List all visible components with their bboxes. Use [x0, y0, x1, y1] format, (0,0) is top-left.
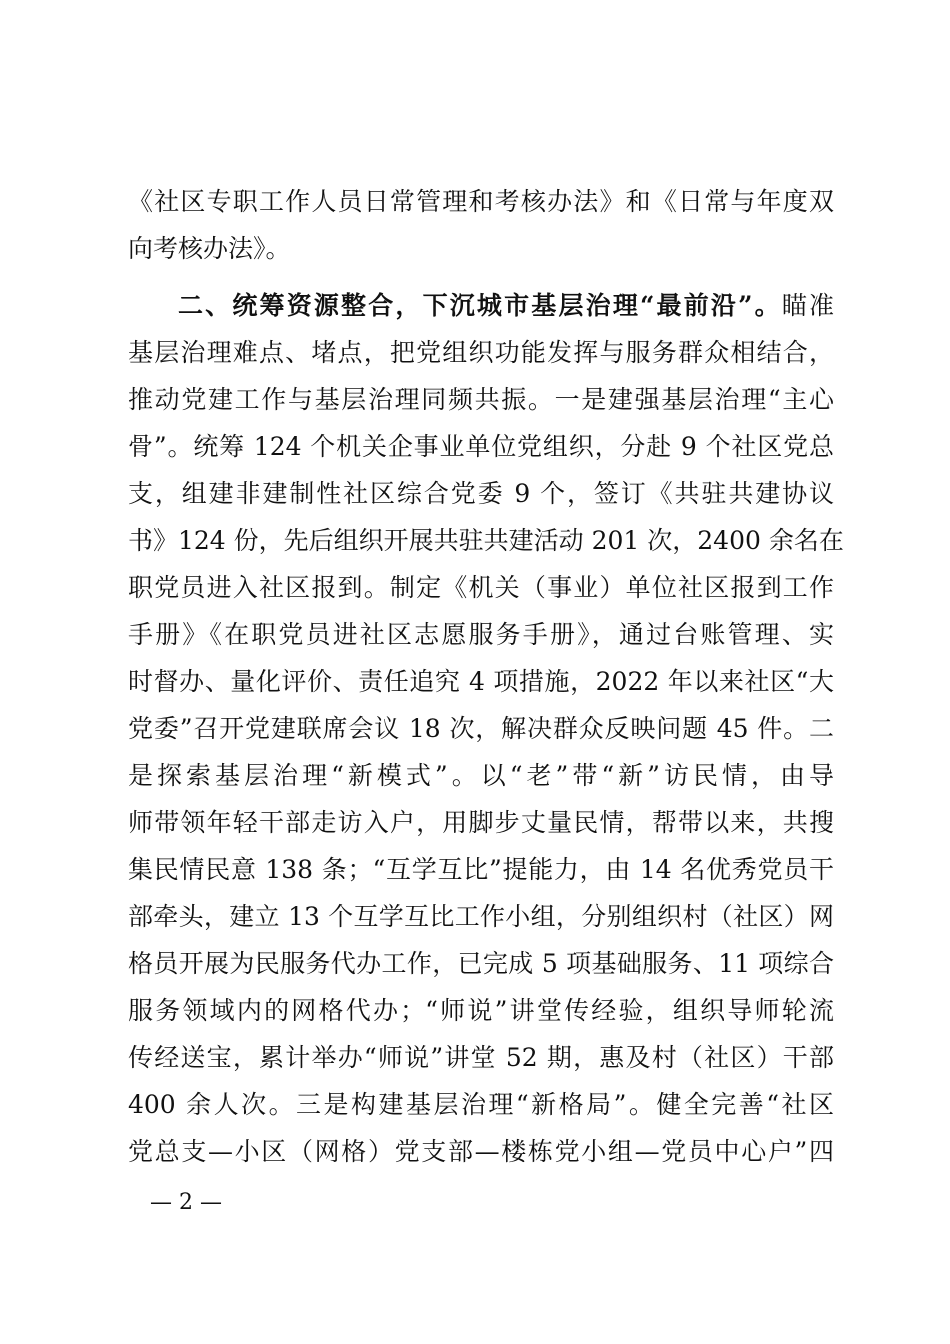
text-line: 师带领年轻干部走访入户，用脚步丈量民情，帮带以来，共搜 — [128, 808, 834, 837]
text-line: 部牵头，建立 13 个互学互比工作小组，分别组织村（社区）网 — [128, 902, 834, 931]
text-line: 格员开展为民服务代办工作，已完成 5 项基础服务、11 项综合 — [128, 949, 834, 978]
paragraph-1 — [128, 178, 834, 272]
text-line: 党总支—小区（网格）党支部—楼栋党小组—党员中心户”四 — [128, 1137, 834, 1166]
text-line: 推动党建工作与基层治理同频共振。一是建强基层治理“主心 — [128, 385, 834, 414]
text-line: 集民情民意 138 条；“互学互比”提能力，由 14 名优秀党员干 — [128, 855, 834, 884]
paragraph-2 — [128, 282, 844, 1175]
section-heading: 二、统筹资源整合，下沉城市基层治理“最前沿”。 — [178, 291, 782, 320]
text-line: 400 余人次。三是构建基层治理“新格局”。健全完善“社区 — [128, 1090, 834, 1119]
page-number: — 2 — — [150, 1190, 222, 1215]
text-line: 支，组建非建制性社区综合党委 9 个，签订《共驻共建协议 — [128, 479, 834, 508]
text-line: 《社区专职工作人员日常管理和考核办法》和《日常与年度双 — [128, 187, 834, 216]
text-line: 骨”。统筹 124 个机关企事业单位党组织，分赴 9 个社区党总 — [128, 432, 834, 461]
text-line: 职党员进入社区报到。制定《机关（事业）单位社区报到工作 — [128, 573, 834, 602]
document-body — [128, 178, 844, 1175]
text-line: 是探索基层治理“新模式”。以“老”带“新”访民情，由导 — [128, 761, 834, 790]
text-line: 向考核办法》。 — [128, 234, 291, 263]
text-line: 时督办、量化评价、责任追究 4 项措施，2022 年以来社区“大 — [128, 667, 834, 696]
text-line-tail: 瞄准 — [781, 291, 834, 320]
text-line: 手册》《在职党员进社区志愿服务手册》，通过台账管理、实 — [128, 620, 834, 649]
text-line: 服务领域内的网格代办；“师说”讲堂传经验，组织导师轮流 — [128, 996, 834, 1025]
text-line: 基层治理难点、堵点，把党组织功能发挥与服务群众相结合， — [128, 338, 834, 367]
text-line: 传经送宝，累计举办“师说”讲堂 52 期，惠及村（社区）干部 — [128, 1043, 834, 1072]
paragraph-2-first-line — [128, 282, 834, 329]
text-line: 党委”召开党建联席会议 18 次，解决群众反映问题 45 件。二 — [128, 714, 834, 743]
text-line: 书》124 份，先后组织开展共驻共建活动 201 次，2400 余名在 — [128, 526, 844, 555]
